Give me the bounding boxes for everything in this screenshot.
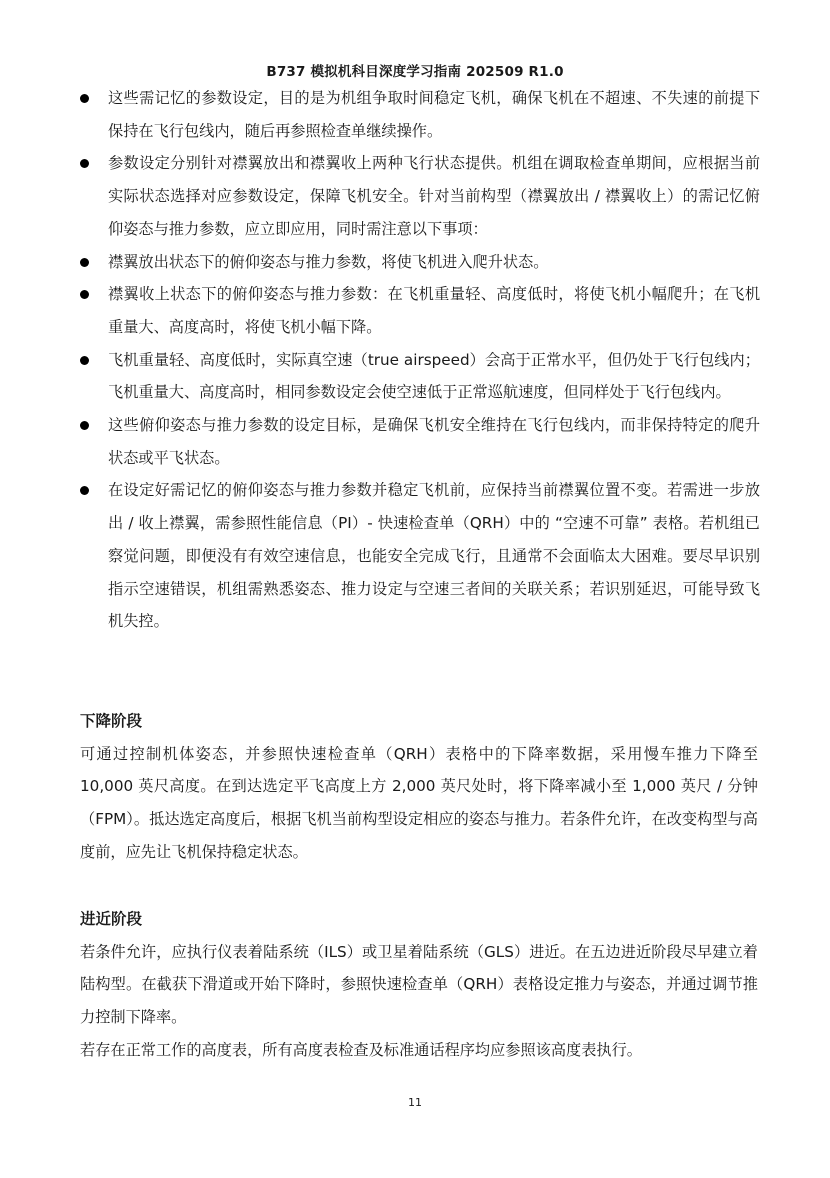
bullet-dot-icon bbox=[80, 258, 89, 267]
approach-paragraph: 若条件允许，应执行仪表着陆系统（ILS）或卫星着陆系统（GLS）进近。在五边进近阶段尽早建立着陆构型。在截获下滑道或开始下降时，参照快速检查单（QRH）表格设定推力与姿态，并通过调节推力控制下降率。 bbox=[80, 942, 758, 1027]
bullet-dot-icon bbox=[80, 159, 89, 168]
descent-heading: 下降阶段 bbox=[80, 712, 143, 730]
page-header: B737 模拟机科目深度学习指南 202509 R1.0 bbox=[266, 64, 564, 80]
approach-paragraph: 若存在正常工作的高度表，所有高度表检查及标准通话程序均应参照该高度表执行。 bbox=[80, 1040, 642, 1059]
list-item bbox=[80, 82, 760, 147]
list-item bbox=[80, 147, 760, 245]
list-item bbox=[80, 344, 760, 409]
list-item bbox=[80, 409, 760, 474]
bullet-list bbox=[80, 82, 760, 638]
bullet-text: 参数设定分别针对襟翼放出和襟翼收上两种飞行状态提供。机组在调取检查单期间，应根据当前实际状态选择对应参数设定，保障飞机安全。针对当前构型（襟翼放出 / 襟翼收上）的需记忆俯仰姿态与推力参数，应立即应用，同时需注意以下事项： bbox=[108, 154, 760, 238]
bullet-dot-icon bbox=[80, 486, 89, 495]
bullet-dot-icon bbox=[80, 356, 89, 365]
approach-heading: 进近阶段 bbox=[80, 910, 143, 928]
bullet-dot-icon bbox=[80, 290, 89, 299]
page-number: 11 bbox=[408, 1096, 422, 1109]
bullet-dot-icon bbox=[80, 421, 89, 430]
bullet-text: 襟翼收上状态下的俯仰姿态与推力参数：在飞机重量轻、高度低时，将使飞机小幅爬升；在飞机重量大、高度高时，将使飞机小幅下降。 bbox=[108, 285, 760, 336]
bullet-text: 这些需记忆的参数设定，目的是为机组争取时间稳定飞机，确保飞机在不超速、不失速的前提下保持在飞行包线内，随后再参照检查单继续操作。 bbox=[108, 89, 760, 140]
approach-section bbox=[80, 903, 758, 1067]
descent-paragraph: 可通过控制机体姿态，并参照快速检查单（QRH）表格中的下降率数据，采用慢车推力下降至 10,000 英尺高度。在到达选定平飞高度上方 2,000 英尺处时，将下降率减小至 1,000 英尺 / 分钟（FPM）。抵达选定高度后，根据飞机当前构型设定相应的姿态与推力。若条件允许，在改变构型与高度前，应先让飞机保持稳定状态。 bbox=[80, 744, 758, 861]
list-item bbox=[80, 246, 760, 279]
bullet-text: 在设定好需记忆的俯仰姿态与推力参数并稳定飞机前，应保持当前襟翼位置不变。若需进一步放出 / 收上襟翼，需参照性能信息（PI）- 快速检查单（QRH）中的 “空速不可靠” 表格。若机组已察觉问题，即便没有有效空速信息，也能安全完成飞行，且通常不会面临太大困难。要尽早识别指示空速错误，机组需熟悉姿态、推力设定与空速三者间的关联关系；若识别延迟，可能导致飞机失控。 bbox=[108, 481, 760, 631]
bullet-text: 飞机重量轻、高度低时，实际真空速（true airspeed）会高于正常水平，但仍处于飞行包线内；飞机重量大、高度高时，相同参数设定会使空速低于正常巡航速度，但同样处于飞行包线内。 bbox=[108, 350, 760, 402]
bullet-text: 襟翼放出状态下的俯仰姿态与推力参数，将使飞机进入爬升状态。 bbox=[108, 252, 549, 271]
bullet-text: 这些俯仰姿态与推力参数的设定目标，是确保飞机安全维持在飞行包线内，而非保持特定的爬升状态或平飞状态。 bbox=[108, 416, 760, 467]
bullet-dot-icon bbox=[80, 94, 89, 103]
list-item bbox=[80, 474, 760, 638]
descent-section bbox=[80, 705, 758, 869]
list-item bbox=[80, 278, 760, 343]
